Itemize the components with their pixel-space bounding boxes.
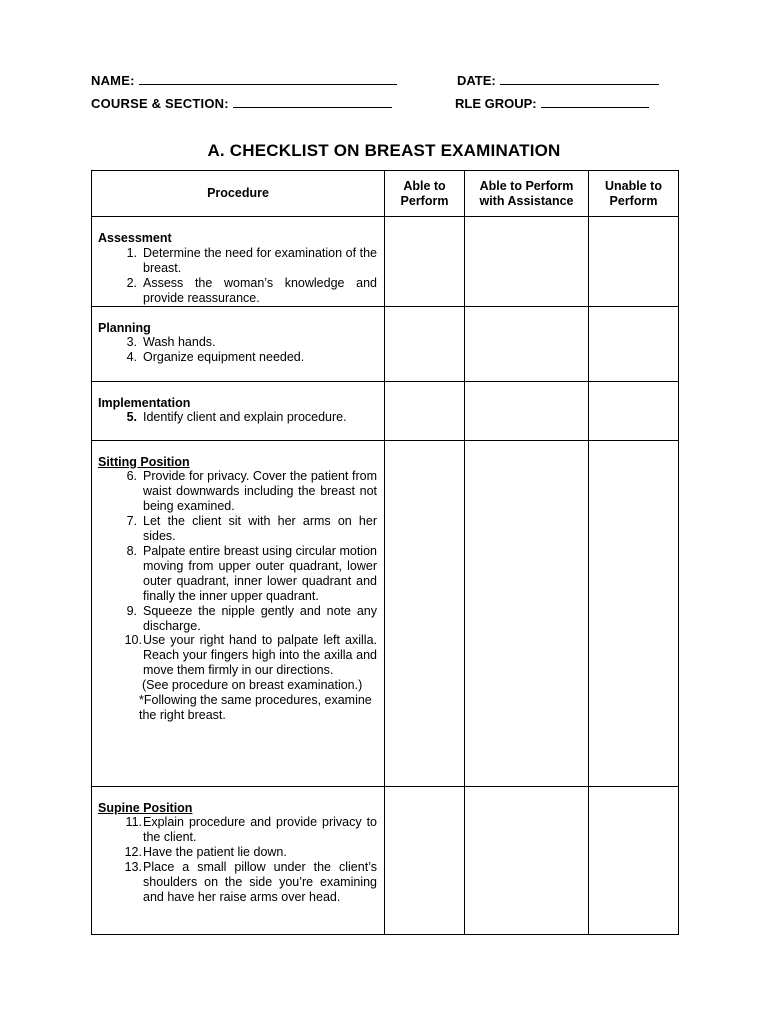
item-number: 9. <box>126 603 137 618</box>
item-text: Wash hands. <box>143 335 216 350</box>
item-text: Explain procedure and provide privacy to the client. <box>143 815 377 845</box>
list-item <box>98 633 377 678</box>
list-item <box>98 410 377 425</box>
unable-cell[interactable] <box>589 786 679 934</box>
item-number: 10. <box>124 633 142 648</box>
item-text: Use your right hand to palpate left axilla. Reach your fingers high into the axilla and move them firmly in our directions. <box>143 633 377 678</box>
course-section-field <box>91 95 392 111</box>
checklist-table <box>91 170 679 935</box>
item-number: 3. <box>126 335 137 350</box>
assist-cell[interactable] <box>465 381 589 440</box>
page-title: A. CHECKLIST ON BREAST EXAMINATION <box>207 141 561 160</box>
table-row <box>92 440 679 786</box>
item-text: Determine the need for examination of the breast. <box>143 245 377 275</box>
note-following: *Following the same procedures, examine the right breast. <box>139 693 372 722</box>
item-text: Organize equipment needed. <box>143 350 305 365</box>
able-cell[interactable] <box>385 786 465 934</box>
col-procedure: Procedure <box>92 171 385 217</box>
date-blank[interactable] <box>500 72 659 85</box>
procedure-cell <box>92 217 385 307</box>
section-title-assessment: Assessment <box>98 231 172 245</box>
unable-cell[interactable] <box>589 440 679 786</box>
unable-cell[interactable] <box>589 217 679 307</box>
unable-cell[interactable] <box>589 306 679 381</box>
list-item <box>98 335 377 350</box>
item-number: 2. <box>126 275 137 290</box>
list-item <box>98 246 377 276</box>
item-number: 8. <box>126 543 137 558</box>
assist-cell[interactable] <box>465 786 589 934</box>
name-blank[interactable] <box>139 72 397 85</box>
note-see-procedure: (See procedure on breast examination.) <box>142 678 363 693</box>
section-title-supine: Supine Position <box>98 800 193 815</box>
table-row <box>92 381 679 440</box>
able-cell[interactable] <box>385 306 465 381</box>
date-label: DATE: <box>457 73 496 88</box>
list-item <box>98 860 377 905</box>
item-number: 4. <box>126 350 137 365</box>
item-number: 11. <box>125 815 142 830</box>
able-cell[interactable] <box>385 381 465 440</box>
item-number: 6. <box>126 469 137 484</box>
list-item <box>98 845 377 860</box>
list-item <box>98 815 377 845</box>
able-cell[interactable] <box>385 217 465 307</box>
col-able <box>385 171 465 217</box>
procedure-cell <box>92 786 385 934</box>
table-row <box>92 786 679 934</box>
item-text: Palpate entire breast using circular motion moving from upper outer quadrant, lower outer quadrant, inner lower quadrant and finally the inner upper quadrant. <box>143 543 377 603</box>
list-item <box>98 544 377 604</box>
item-number: 12. <box>124 845 142 860</box>
procedure-cell <box>92 440 385 786</box>
section-title-sitting: Sitting Position <box>98 454 190 469</box>
table-row <box>92 217 679 307</box>
procedure-cell <box>92 381 385 440</box>
list-item <box>98 350 377 365</box>
col-able-assist <box>465 171 589 217</box>
col-unable <box>589 171 679 217</box>
rle-blank[interactable] <box>541 95 649 108</box>
item-number: 7. <box>126 514 137 529</box>
unable-cell[interactable] <box>589 381 679 440</box>
col-able-label: Able to Perform <box>400 178 449 208</box>
item-text: Assess the woman’s knowledge and provide reassurance. <box>143 275 377 305</box>
table-header-row <box>92 171 679 217</box>
section-title-planning: Planning <box>98 320 151 335</box>
course-label: COURSE & SECTION: <box>91 96 229 111</box>
list-item <box>98 469 377 514</box>
item-text: Let the client sit with her arms on her sides. <box>143 514 377 544</box>
col-unable-label: Unable to Perform <box>605 178 662 208</box>
item-text: Provide for privacy. Cover the patient from waist downwards including the breast not being examined. <box>143 469 377 514</box>
item-number: 13. <box>124 860 142 875</box>
item-text: Place a small pillow under the client’s shoulders on the side you’re examining and have her raise arms over head. <box>143 860 377 904</box>
rle-group-field <box>455 95 649 111</box>
list-item <box>98 604 377 634</box>
item-number: 5. <box>126 410 137 425</box>
assist-cell[interactable] <box>465 440 589 786</box>
rle-label: RLE GROUP: <box>455 96 537 111</box>
list-item <box>98 514 377 544</box>
procedure-cell <box>92 306 385 381</box>
item-text: Squeeze the nipple gently and note any discharge. <box>143 603 377 633</box>
col-able-assist-label: Able to Perform with Assistance <box>479 178 574 208</box>
item-text: Have the patient lie down. <box>143 845 287 860</box>
list-item <box>98 276 377 306</box>
assist-cell[interactable] <box>465 306 589 381</box>
section-title-implementation: Implementation <box>98 395 191 410</box>
course-blank[interactable] <box>233 95 392 108</box>
name-field <box>91 72 397 88</box>
able-cell[interactable] <box>385 440 465 786</box>
assist-cell[interactable] <box>465 217 589 307</box>
date-field <box>457 72 659 88</box>
name-label: NAME: <box>91 73 135 88</box>
table-row <box>92 306 679 381</box>
item-number: 1. <box>126 245 137 260</box>
item-text: Identify client and explain procedure. <box>143 410 347 425</box>
